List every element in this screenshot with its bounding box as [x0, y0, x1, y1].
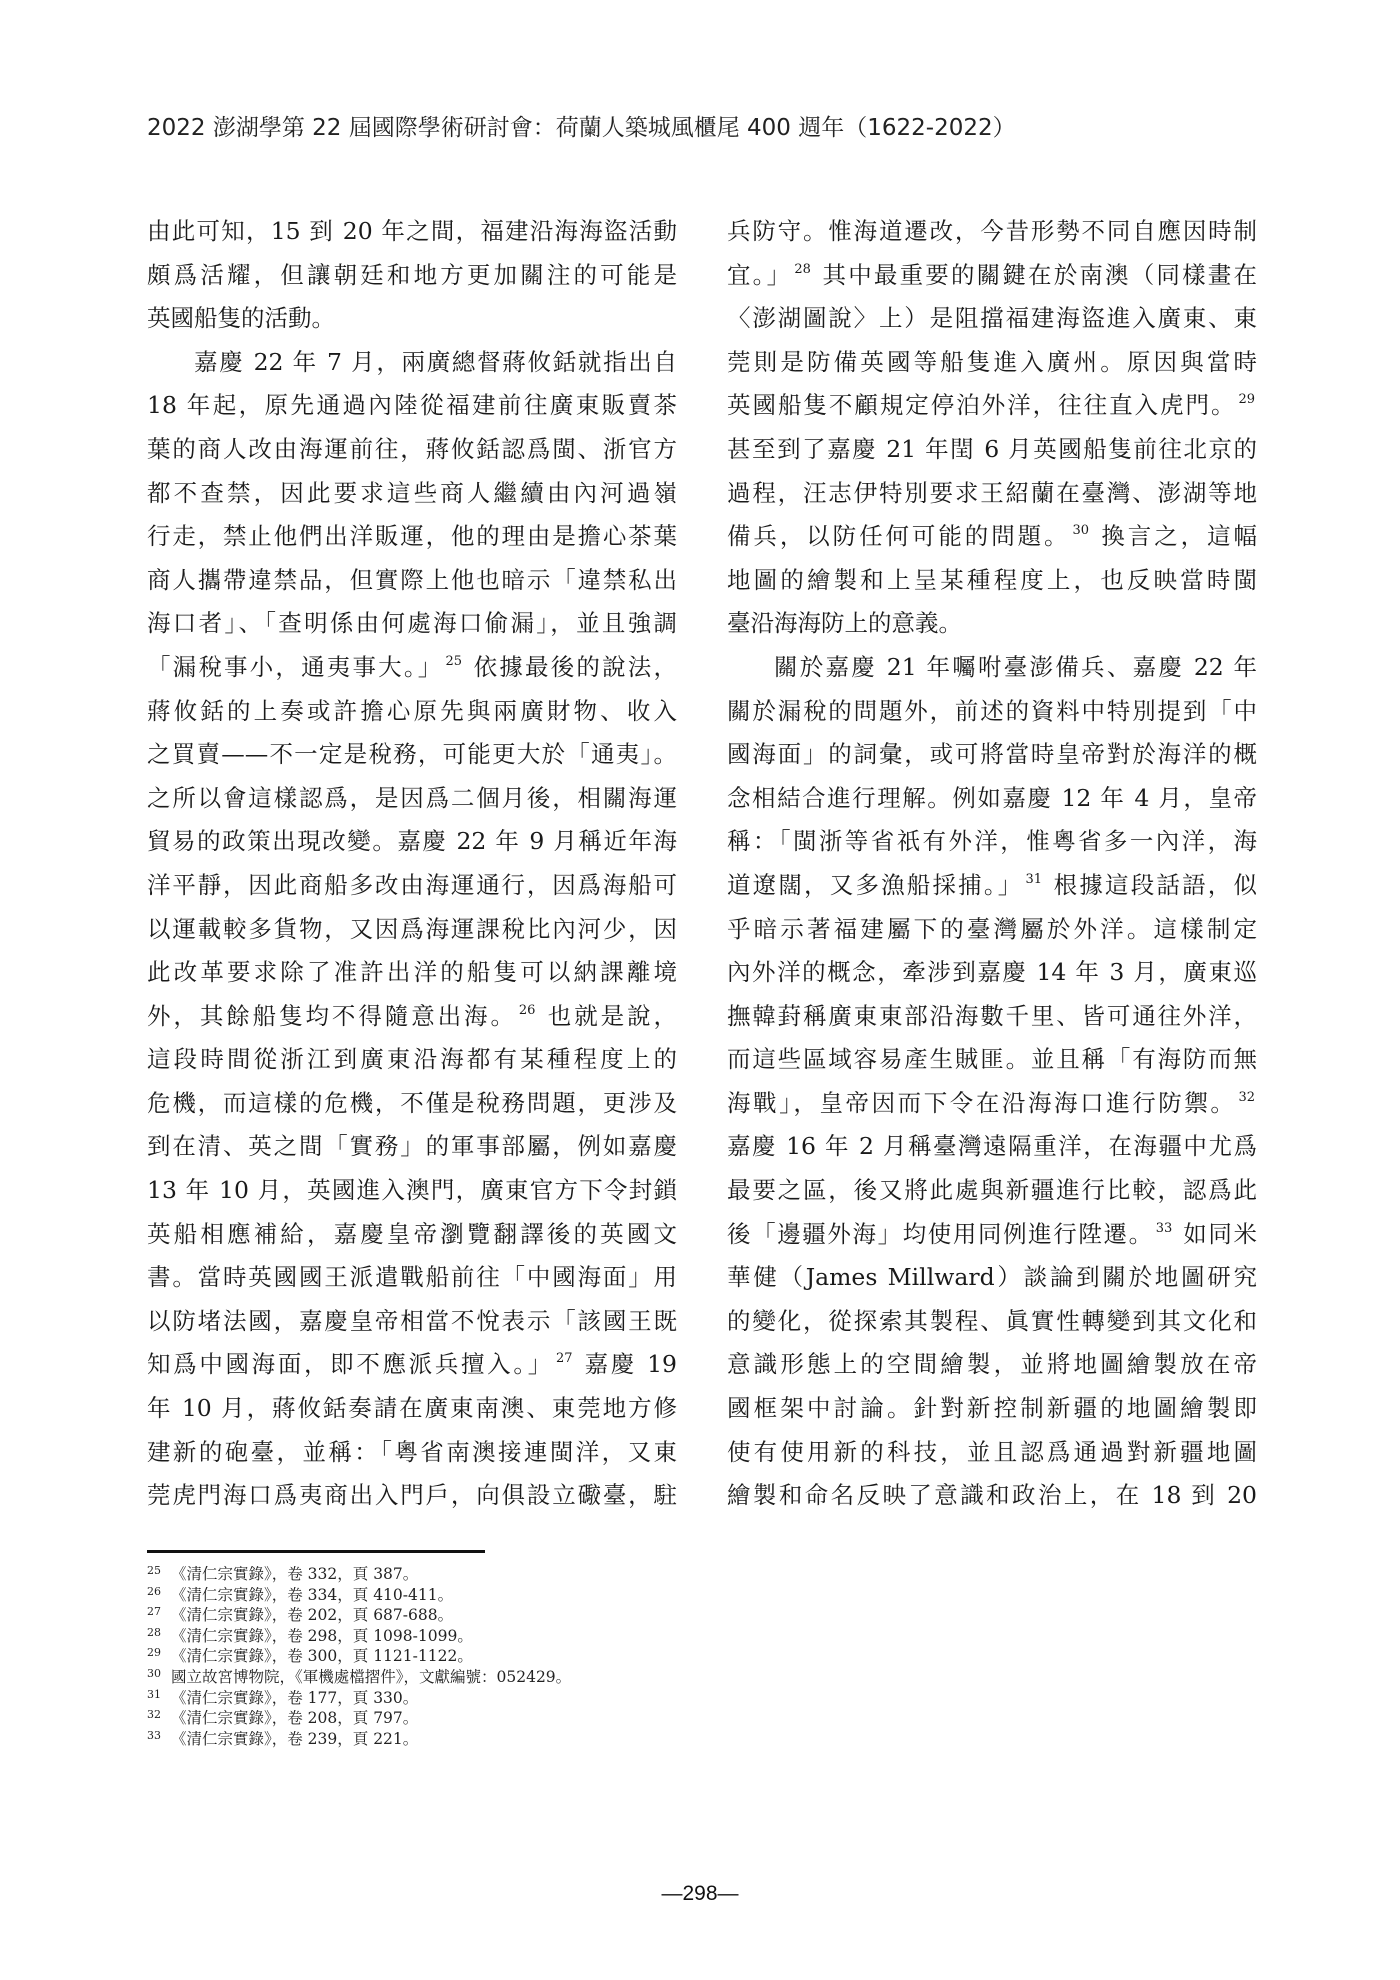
line-text: 內外洋的概念，牽涉到嘉慶 14 年 3 月，廣東巡 — [727, 958, 1257, 987]
line-text-continued: 也就是說， — [537, 1001, 677, 1030]
footnote-text: 國立故宮博物院，《軍機處檔摺件》，文獻編號：052429。 — [171, 1667, 572, 1686]
text-line — [147, 341, 677, 385]
footnote-reference[interactable]: 30 — [1072, 523, 1089, 539]
text-line — [727, 384, 1257, 428]
line-text: 海戰」，皇帝因而下令在沿海海口進行防禦。 — [727, 1088, 1237, 1117]
text-line — [147, 1431, 677, 1475]
text-line — [147, 646, 677, 690]
line-text: 到在清、英之間「實務」的軍事部屬，例如嘉慶 — [147, 1132, 677, 1161]
text-line — [147, 254, 677, 298]
text-line — [147, 1387, 677, 1431]
text-line — [727, 1038, 1257, 1082]
footnote: 26 《清仁宗實錄》，卷 334，頁 410-411。 — [147, 1584, 454, 1604]
text-line — [727, 210, 1257, 254]
line-text: 關於嘉慶 21 年囑咐臺澎備兵、嘉慶 22 年 — [774, 652, 1257, 681]
footnote-reference[interactable]: 28 — [794, 261, 811, 277]
line-text-continued: 換言之，這幅 — [1091, 522, 1257, 551]
line-text: 海口者」、「查明係由何處海口偷漏」，並且強調 — [147, 609, 677, 638]
line-text: 都不查禁，因此要求這些商人繼續由內河過嶺 — [147, 478, 677, 507]
line-text: 由此可知，15 到 20 年之間，福建沿海海盜活動 — [147, 217, 677, 245]
line-text: 以防堵法國，嘉慶皇帝相當不悅表示「該國王既 — [147, 1306, 677, 1335]
line-text-continued: 其中最重要的關鍵在於南澳（同樣畫在 — [812, 260, 1257, 289]
page-number: —298— — [661, 1882, 739, 1905]
text-line — [147, 1213, 677, 1257]
line-text: 道遼闊，又多漁船採捕。」 — [727, 870, 1024, 899]
line-text: 乎暗示著福建屬下的臺灣屬於外洋。這樣制定 — [727, 914, 1257, 943]
line-text: 甚至到了嘉慶 21 年閏 6 月英國船隻前往北京的 — [727, 434, 1257, 463]
footnote: 32 《清仁宗實錄》，卷 208，頁 797。 — [147, 1708, 419, 1728]
line-text: 知爲中國海面，即不應派兵擅入。」 — [147, 1350, 554, 1379]
text-line — [727, 472, 1257, 516]
text-line — [727, 777, 1257, 821]
footnote-reference[interactable]: 29 — [1238, 392, 1255, 408]
line-text: 13 年 10 月，英國進入澳門，廣東官方下令封鎖 — [147, 1176, 677, 1205]
text-line — [147, 472, 677, 516]
line-text: 使有使用新的科技，並且認爲通過對新疆地圖 — [727, 1437, 1257, 1466]
text-line — [727, 254, 1257, 298]
text-line — [727, 733, 1257, 777]
line-text: 嘉慶 16 年 2 月稱臺灣遠隔重洋，在海疆中尤爲 — [727, 1132, 1257, 1161]
footnote: 31 《清仁宗實錄》，卷 177，頁 330。 — [147, 1687, 419, 1707]
text-line — [727, 515, 1257, 559]
line-text: 稱：「閩浙等省祇有外洋，惟粵省多一內洋，海 — [727, 827, 1257, 856]
footnote: 25 《清仁宗實錄》，卷 332，頁 387。 — [147, 1564, 419, 1583]
line-text: 之買賣——不一定是稅務，可能更大於「通夷」。 — [147, 740, 677, 769]
text-line — [727, 297, 1257, 341]
line-text-continued: 嘉慶 19 — [574, 1350, 677, 1379]
line-text: 臺沿海海防上的意義。 — [727, 609, 962, 638]
line-text-continued: 依據最後的說法， — [464, 652, 677, 681]
text-line — [147, 1300, 677, 1344]
text-line — [147, 951, 677, 995]
text-line — [147, 428, 677, 472]
text-line — [727, 341, 1257, 385]
footnote: 33 《清仁宗實錄》，卷 239，頁 221。 — [147, 1728, 419, 1748]
line-text-continued: 根據這段話語，似 — [1044, 870, 1257, 899]
footnote-reference[interactable]: 31 — [1025, 871, 1043, 887]
line-text: 〈澎湖圖說〉上）是阻擋福建海盜進入廣東、東 — [727, 304, 1257, 333]
text-line — [147, 1125, 677, 1169]
text-line — [147, 908, 677, 952]
text-line — [727, 908, 1257, 952]
text-line — [147, 515, 677, 559]
text-line — [727, 1256, 1257, 1300]
text-line — [147, 1038, 677, 1082]
line-text: 英船相應補給，嘉慶皇帝瀏覽翻譯後的英國文 — [147, 1219, 677, 1248]
line-text: 最要之區，後又將此處與新疆進行比較，認爲此 — [727, 1176, 1257, 1205]
text-line — [147, 384, 677, 428]
right-column — [727, 210, 1257, 1518]
text-line — [147, 1474, 677, 1518]
text-line — [147, 733, 677, 777]
line-text: 頗爲活耀，但讓朝廷和地方更加關注的可能是 — [147, 260, 677, 289]
text-line — [727, 1125, 1257, 1169]
footnote-text: 《清仁宗實錄》，卷 202，頁 687-688。 — [171, 1606, 454, 1625]
line-text: 商人攜帶違禁品，但實際上他也暗示「違禁私出 — [147, 565, 677, 594]
text-line — [147, 297, 677, 341]
text-line — [727, 690, 1257, 734]
text-line — [727, 820, 1257, 864]
line-text: 繪製和命名反映了意識和政治上，在 18 到 20 — [727, 1481, 1257, 1510]
text-line — [727, 428, 1257, 472]
line-text: 國框架中討論。針對新控制新疆的地圖繪製即 — [727, 1394, 1257, 1423]
footnote-reference[interactable]: 25 — [445, 653, 463, 669]
text-line — [727, 864, 1257, 908]
text-line — [147, 1169, 677, 1213]
line-text: 莞虎門海口爲夷商出入門戶，向俱設立礮臺，駐 — [147, 1481, 677, 1510]
line-text: 貿易的政策出現改變。嘉慶 22 年 9 月稱近年海 — [147, 827, 677, 856]
line-text: 華健（James Millward）談論到關於地圖研究 — [727, 1263, 1257, 1292]
text-line — [727, 1300, 1257, 1344]
text-line — [727, 951, 1257, 995]
text-line — [727, 559, 1257, 603]
left-column — [147, 210, 677, 1518]
footnote: 28 《清仁宗實錄》，卷 298，頁 1098-1099。 — [147, 1625, 473, 1645]
line-text: 建新的砲臺，並稱：「粵省南澳接連閩洋，又東 — [147, 1437, 677, 1466]
text-line — [727, 995, 1257, 1039]
text-line — [147, 820, 677, 864]
line-text: 嘉慶 22 年 7 月，兩廣總督蔣攸銛就指出自 — [194, 347, 677, 376]
line-text: 「漏稅事小，通夷事大。」 — [147, 652, 444, 681]
footnote-reference[interactable]: 26 — [518, 1002, 536, 1018]
text-line — [147, 995, 677, 1039]
line-text: 之所以會這樣認爲，是因爲二個月後，相關海運 — [147, 783, 677, 812]
line-text: 意識形態上的空間繪製，並將地圖繪製放在帝 — [727, 1350, 1257, 1379]
footnote-separator — [147, 1550, 485, 1553]
text-line — [147, 559, 677, 603]
line-text: 國海面」的詞彙，或可將當時皇帝對於海洋的概 — [727, 740, 1257, 769]
line-text: 宜。」 — [727, 260, 793, 289]
text-line — [727, 1213, 1257, 1257]
line-text: 行走，禁止他們出洋販運，他的理由是擔心茶葉 — [147, 522, 677, 551]
footnote: 29 《清仁宗實錄》，卷 300，頁 1121-1122。 — [147, 1646, 473, 1666]
text-line — [727, 1431, 1257, 1475]
text-line — [147, 864, 677, 908]
line-text: 以運載較多貨物，又因爲海運課稅比內河少，因 — [147, 914, 677, 943]
line-text: 這段時間從浙江到廣東沿海都有某種程度上的 — [147, 1045, 677, 1074]
text-line — [147, 210, 677, 254]
footnote: 27 《清仁宗實錄》，卷 202，頁 687-688。 — [147, 1605, 454, 1625]
line-text: 過程，汪志伊特別要求王紹蘭在臺灣、澎湖等地 — [727, 478, 1257, 507]
line-text: 莞則是防備英國等船隻進入廣州。原因與當時 — [727, 347, 1257, 376]
line-text: 備兵，以防任何可能的問題。 — [727, 522, 1071, 551]
line-text: 葉的商人改由海運前往，蔣攸銛認爲閩、浙官方 — [147, 434, 677, 463]
footnote-text: 《清仁宗實錄》，卷 298，頁 1098-1099。 — [171, 1626, 473, 1645]
line-text: 英國船隻不顧規定停泊外洋，往往直入虎門。 — [727, 391, 1237, 420]
line-text: 外，其餘船隻均不得隨意出海。 — [147, 1001, 517, 1030]
text-line — [727, 602, 1257, 646]
footnote: 30 國立故宮博物院，《軍機處檔摺件》，文獻編號：052429。 — [147, 1666, 572, 1686]
text-line — [727, 1474, 1257, 1518]
line-text: 洋平靜，因此商船多改由海運通行，因爲海船可 — [147, 870, 677, 899]
line-text: 18 年起，原先通過內陸從福建前往廣東販賣茶 — [147, 391, 677, 420]
running-header: 2022 澎湖學第 22 屆國際學術研討會：荷蘭人築城風櫃尾 400 週年（1622-2022） — [147, 115, 1016, 141]
line-text: 危機，而這樣的危機，不僅是稅務問題，更涉及 — [147, 1088, 677, 1117]
footnote-reference[interactable]: 32 — [1238, 1089, 1255, 1105]
line-text: 後「邊疆外海」均使用同例進行陞遷。 — [727, 1219, 1154, 1248]
line-text: 念相結合進行理解。例如嘉慶 12 年 4 月，皇帝 — [727, 783, 1257, 812]
line-text: 關於漏稅的問題外，前述的資料中特別提到「中 — [727, 696, 1257, 725]
footnote-reference[interactable]: 33 — [1155, 1220, 1173, 1236]
line-text: 英國船隻的活動。 — [147, 304, 335, 333]
line-text: 年 10 月，蔣攸銛奏請在廣東南澳、東莞地方修 — [147, 1394, 677, 1423]
text-line — [727, 1169, 1257, 1213]
line-text: 地圖的繪製和上呈某種程度上，也反映當時閩 — [727, 565, 1257, 594]
text-line — [147, 1343, 677, 1387]
text-line — [147, 777, 677, 821]
text-line — [727, 1082, 1257, 1126]
footnote-text: 《清仁宗實錄》，卷 177，頁 330。 — [171, 1688, 419, 1707]
line-text: 撫韓葑稱廣東東部沿海數千里、皆可通往外洋， — [727, 1001, 1257, 1030]
text-line — [727, 1343, 1257, 1387]
text-line — [147, 690, 677, 734]
line-text: 兵防守。惟海道遷改，今昔形勢不同自應因時制 — [727, 217, 1257, 245]
text-line — [727, 1387, 1257, 1431]
footnote-reference[interactable]: 27 — [555, 1351, 573, 1367]
footnote-text: 《清仁宗實錄》，卷 239，頁 221。 — [171, 1729, 419, 1748]
text-line — [727, 646, 1257, 690]
text-line — [147, 1082, 677, 1126]
footnote-text: 《清仁宗實錄》，卷 300，頁 1121-1122。 — [171, 1647, 473, 1666]
line-text: 此改革要求除了准許出洋的船隻可以納課離境 — [147, 958, 677, 987]
footnote-text: 《清仁宗實錄》，卷 332，頁 387。 — [171, 1565, 419, 1583]
text-line — [147, 602, 677, 646]
footnote-text: 《清仁宗實錄》，卷 208，頁 797。 — [171, 1709, 419, 1728]
line-text: 書。當時英國國王派遣戰船前往「中國海面」用 — [147, 1263, 677, 1292]
footnotes — [147, 1564, 947, 1749]
text-line — [147, 1256, 677, 1300]
line-text-continued: 如同米 — [1174, 1219, 1257, 1248]
footnote-text: 《清仁宗實錄》，卷 334，頁 410-411。 — [171, 1585, 454, 1604]
line-text: 而這些區域容易產生賊匪。並且稱「有海防而無 — [727, 1045, 1257, 1074]
line-text: 的變化，從探索其製程、眞實性轉變到其文化和 — [727, 1306, 1257, 1335]
line-text: 蔣攸銛的上奏或許擔心原先與兩廣財物、收入 — [147, 696, 677, 725]
